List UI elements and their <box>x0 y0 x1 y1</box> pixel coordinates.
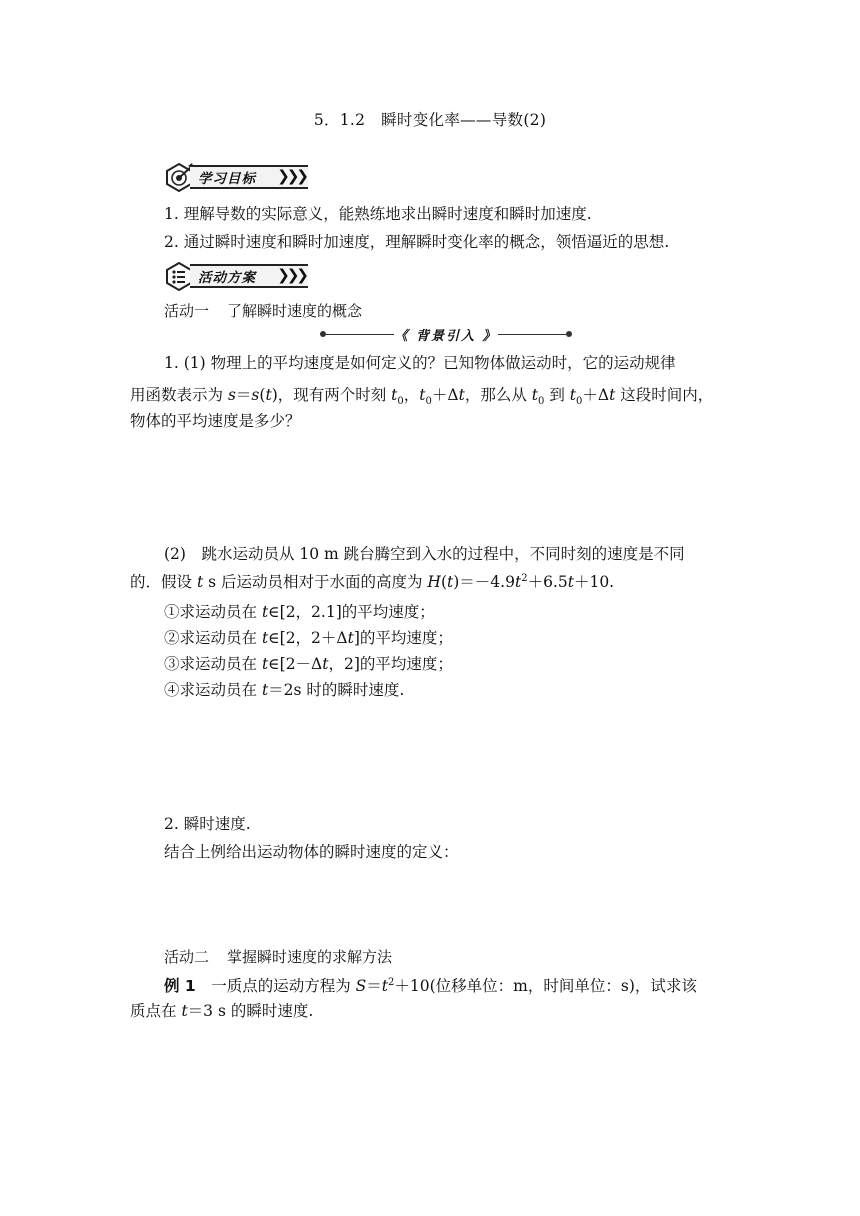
divider-dot <box>566 331 572 337</box>
activity-2-heading <box>164 946 392 967</box>
activity-title: 掌握瞬时速度的求解方法 <box>227 948 393 966</box>
example-1-line-1: 例 1 一质点的运动方程为 $S=t^2+10$(位移单位：m，时间单位：s)，试求该 <box>164 977 697 996</box>
banner-title: 活动方案 <box>198 270 256 286</box>
example-1-line-2: 质点在 t＝3 s 的瞬时速度. <box>130 1002 314 1020</box>
activity-plan-banner <box>164 259 308 293</box>
divider-rule <box>324 334 394 335</box>
goal-1: 1. 理解导数的实际意义，能熟练地求出瞬时速度和瞬时加速度. <box>164 205 592 223</box>
sub-question-1: ①求运动员在 t∈[2，2.1]的平均速度； <box>164 603 435 621</box>
sub-question-2: ②求运动员在 t∈[2，2＋Δt]的平均速度； <box>164 629 453 647</box>
chevrons-icon: ❯❯❯ <box>277 266 306 284</box>
question-1-line-1: 1. (1) 物理上的平均速度是如何定义的？已知物体做运动时，它的运动规律 <box>164 354 676 372</box>
goal-2: 2. 通过瞬时速度和瞬时加速度，理解瞬时变化率的概念，领悟逼近的思想. <box>164 233 670 251</box>
banner-bar <box>190 165 308 189</box>
banner-bar <box>190 264 308 288</box>
sub-question-4: ④求运动员在 t＝2s 时的瞬时速度. <box>164 681 405 699</box>
question-2-line-1: (2) 跳水运动员从 10 m 跳台腾空到入水的过程中，不同时刻的速度是不同 <box>164 545 685 563</box>
sub-question-3: ③求运动员在 t∈[2－Δt，2]的平均速度； <box>164 655 453 673</box>
learning-goals-banner <box>164 160 308 194</box>
page-title: 5．1.2 瞬时变化率——导数(2) <box>313 111 547 129</box>
question-3-line-1: 2. 瞬时速度. <box>164 815 251 833</box>
section-divider <box>320 326 572 342</box>
activity-title: 了解瞬时速度的概念 <box>227 302 363 320</box>
question-1-line-2: 用函数表示为 s＝s(t)，现有两个时刻 $t_0$，$t_0+\Delta t$，那么从 $t_0$ 到 $t_0+\Delta t$ 这段时间内， <box>130 386 714 408</box>
chevrons-icon: ❯❯❯ <box>277 167 306 185</box>
banner-title: 学习目标 <box>198 171 256 187</box>
activity-1-heading <box>164 300 362 321</box>
question-2-line-2: 的．假设 t s 后运动员相对于水面的高度为 $H(t)=-4.9t^2+6.5t+10$. <box>130 573 615 592</box>
divider-label: 《 背景引入 》 <box>394 329 498 344</box>
divider-rule <box>498 334 568 335</box>
question-3-line-2: 结合上例给出运动物体的瞬时速度的定义： <box>164 843 459 861</box>
question-1-line-3: 物体的平均速度是多少？ <box>130 412 301 430</box>
activity-label: 活动二 <box>164 948 210 966</box>
activity-label: 活动一 <box>164 302 210 320</box>
